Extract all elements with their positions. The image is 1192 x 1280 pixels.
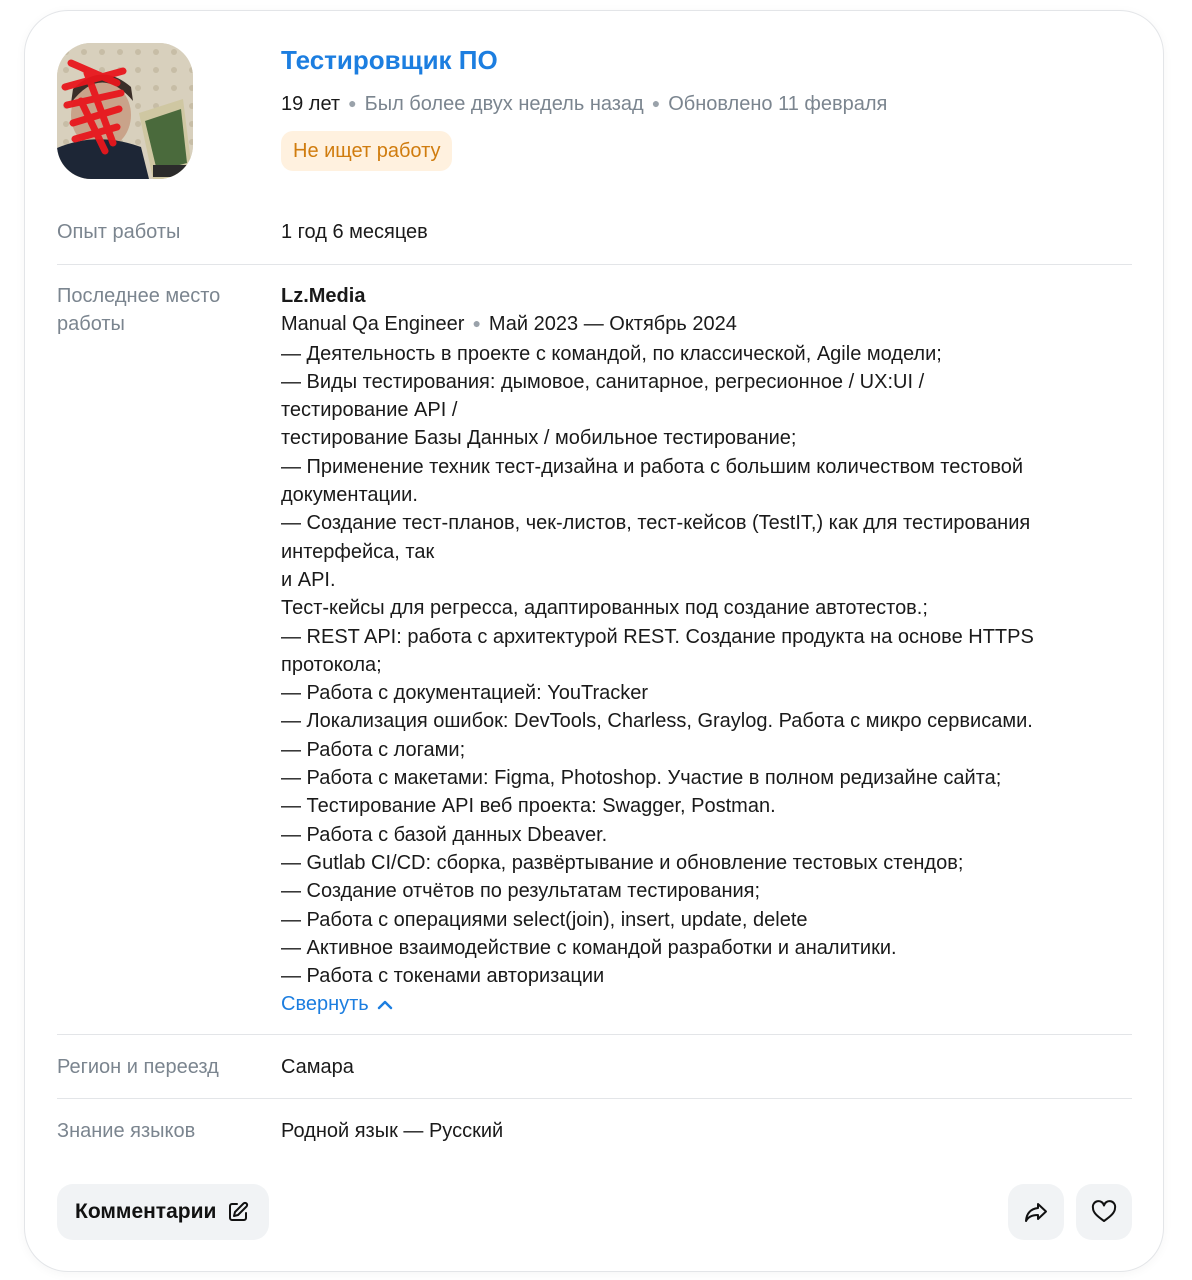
languages-label: Знание языков (57, 1120, 196, 1142)
region-label: Регион и переезд (57, 1056, 219, 1078)
experience-value: 1 год 6 месяцев (281, 221, 428, 243)
job-description-line: — Работа с токенами авторизации (281, 965, 605, 988)
status-badge: Не ищет работу (281, 131, 452, 171)
separator-dot: ● (651, 95, 661, 111)
chevron-up-icon (377, 999, 393, 1011)
comments-button[interactable] (57, 1184, 269, 1240)
job-description-line: — Тестирование API веб проекта: Swagger, Postman. (281, 795, 776, 818)
job-description-line: тестирование Базы Данных / мобильное тестирование; (281, 427, 797, 450)
last-job-label-line: Последнее место (57, 285, 221, 307)
job-position: Manual Qa Engineer (281, 313, 465, 336)
job-description (281, 340, 1131, 991)
job-description-line: тестирование API / (281, 399, 458, 422)
job-description-line: — Применение техник тест-дизайна и работа с большим количеством тестовой (281, 455, 1024, 478)
updated-date: Обновлено 11 февраля (668, 93, 888, 115)
job-description-line: — Создание отчётов по результатам тестирования; (281, 880, 761, 903)
heart-icon (1091, 1200, 1117, 1224)
last-job-label (57, 282, 220, 338)
region-value: Самара (281, 1056, 354, 1078)
job-description-line: — Создание тест-планов, чек-листов, тест-кейсов (TestIT,) как для тестирования (281, 512, 1031, 535)
separator-dot: ● (348, 95, 357, 111)
job-description-line: — REST API: работа с архитектурой REST. Создание продукта на основе HTTPS (281, 625, 1034, 648)
edit-icon (226, 1200, 250, 1224)
job-description-line: — Локализация ошибок: DevTools, Charless, Graylog. Работа с микро сервисами. (281, 710, 1033, 733)
last-job-section (281, 282, 1131, 1019)
job-description-line: Тест-кейсы для регресса, адаптированных под создание автотестов.; (281, 597, 928, 620)
experience-label: Опыт работы (57, 221, 181, 243)
job-description-line: — Активное взаимодействие с командой разработки и аналитики. (281, 936, 897, 959)
last-seen: Был более двух недель назад (364, 93, 644, 115)
job-description-line: — Деятельность в проекте с командой, по классической, Agile модели; (281, 342, 942, 365)
job-period: Май 2023 — Октябрь 2024 (488, 313, 737, 336)
job-description-line: протокола; (281, 653, 382, 676)
separator-dot: ● (472, 315, 481, 332)
age: 19 лет (281, 93, 341, 115)
divider (57, 1034, 1132, 1035)
job-description-line: — Работа с базой данных Dbeaver. (281, 823, 608, 846)
resume-meta (281, 93, 887, 116)
comments-label: Комментарии (75, 1200, 217, 1223)
avatar-photo (57, 43, 193, 179)
job-position-line (281, 310, 1131, 339)
languages-value: Родной язык — Русский (281, 1120, 504, 1142)
resume-title[interactable]: Тестировщик ПО (281, 45, 498, 75)
job-description-line: — Работа с логами; (281, 738, 466, 761)
favorite-button[interactable] (1076, 1184, 1132, 1240)
divider (57, 264, 1132, 265)
last-job-label-line: работы (57, 313, 125, 335)
job-description-line: — Виды тестирования: дымовое, санитарное, регресионное / UX:UI / (281, 370, 925, 393)
resume-card (24, 10, 1164, 1272)
job-description-line: — Gutlab CI/CD: сборка, развёртывание и обновление тестовых стендов; (281, 851, 964, 874)
collapse-label: Свернуть (281, 993, 369, 1016)
job-description-line: — Работа с документацией: YouTracker (281, 682, 649, 705)
divider (57, 1098, 1132, 1099)
share-button[interactable] (1008, 1184, 1064, 1240)
collapse-button[interactable] (281, 990, 393, 1018)
job-description-line: и API. (281, 568, 336, 591)
job-description-line: интерфейса, так (281, 540, 435, 563)
avatar (57, 43, 193, 179)
job-description-line: — Работа с операциями select(join), insert, update, delete (281, 908, 808, 931)
share-icon (1023, 1200, 1049, 1224)
company-name: Lz.Media (281, 285, 366, 307)
job-description-line: документации. (281, 484, 418, 507)
job-description-line: — Работа с макетами: Figma, Photoshop. Участие в полном редизайне сайта; (281, 767, 1002, 790)
